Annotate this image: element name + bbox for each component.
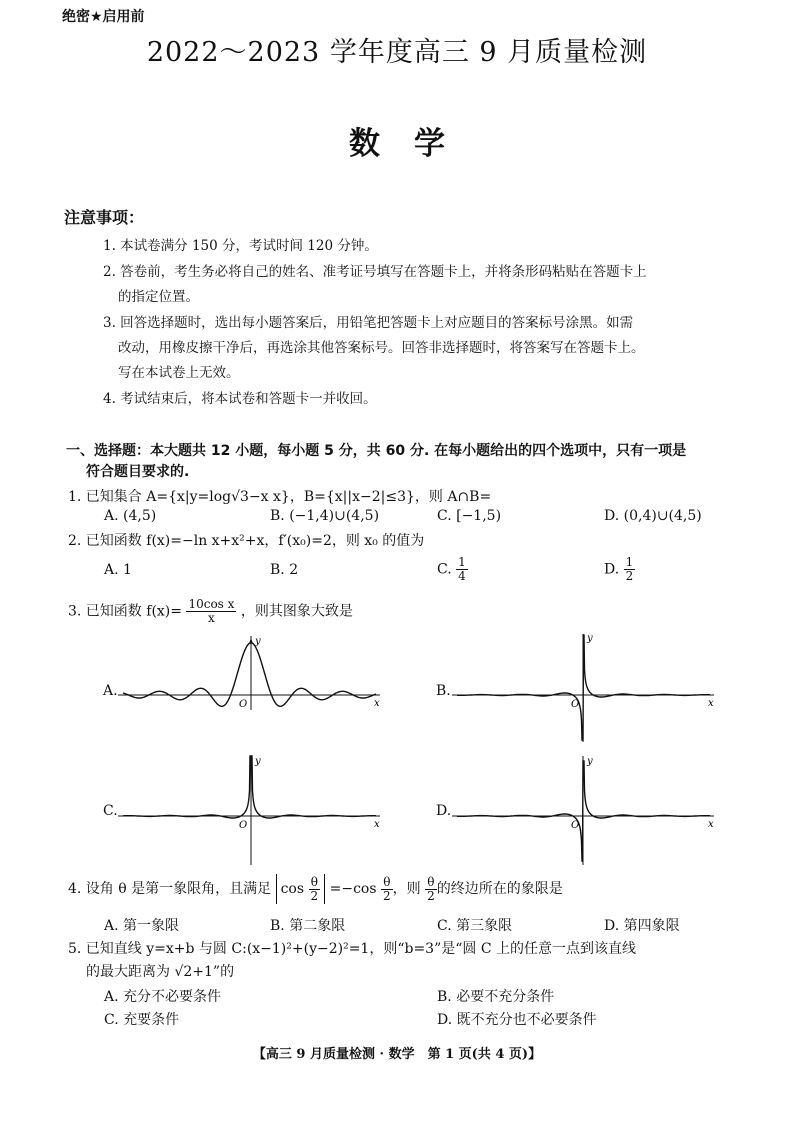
q2-c-num: 1 <box>458 555 466 569</box>
graph-a-y-label: y <box>255 636 261 647</box>
q4-num-3: θ <box>425 876 437 890</box>
q2-option-c <box>437 556 468 583</box>
q2-c-den: 4 <box>458 569 466 583</box>
q3-option-b: B. <box>436 683 451 699</box>
notice-item-2b: 的指定位置。 <box>118 289 199 305</box>
graph-b-y-label: y <box>587 633 593 644</box>
q4-fraction-3 <box>425 876 437 903</box>
q4-stem <box>68 874 563 904</box>
graph-b <box>452 632 722 744</box>
graph-b-curve <box>457 635 710 740</box>
graph-c-curve <box>123 756 376 818</box>
q2-option-d <box>604 556 635 583</box>
graph-d-y-label: y <box>587 756 593 767</box>
q2-option-c-label: C. <box>437 561 452 578</box>
q5-option-c: C. 充要条件 <box>104 1012 180 1028</box>
graph-c <box>118 752 388 867</box>
q5-stem-2: 的最大距离为 √2+1”的 <box>86 964 235 980</box>
exam-title: 2022～2023 学年度高三 9 月质量检测 <box>146 37 648 68</box>
q5-stem-1: 5. 已知直线 y=x+b 与圆 C:(x−1)²+(y−2)²=1，则“b=3”是“圆 C 上的任意一点到该直线 <box>68 941 637 957</box>
q1-option-b: B. (−1,4)∪(4,5) <box>270 508 380 524</box>
q4-den-3: 2 <box>427 888 435 903</box>
notice-item-4: 4. 考试结束后，将本试卷和答题卡一并收回。 <box>103 391 377 407</box>
notice-item-3a: 3. 回答选择题时，选出每小题答案后，用铅笔把答题卡上对应题目的答案标号涂黑。如需 <box>103 315 634 331</box>
q5-option-b: B. 必要不充分条件 <box>437 989 555 1005</box>
q4-option-d: D. 第四象限 <box>604 918 680 934</box>
notice-item-1: 1. 本试卷满分 150 分，考试时间 120 分钟。 <box>103 238 378 254</box>
q4-den-2: 2 <box>382 888 391 903</box>
q4-cos: cos <box>280 881 305 897</box>
q4-fraction-2 <box>381 876 393 903</box>
graph-d-origin: O <box>571 820 580 831</box>
q1-option-c: C. [−1,5) <box>437 508 502 524</box>
q1-option-d: D. (0,4)∪(4,5) <box>604 508 702 524</box>
q4-abs-num: θ <box>309 876 321 890</box>
notice-item-2a: 2. 答卷前，考生务必将自己的姓名、准考证号填写在答题卡上，并将条形码粘贴在答题卡上 <box>103 264 647 280</box>
notice-heading: 注意事项： <box>64 208 145 227</box>
q3-fraction <box>186 598 236 625</box>
q2-d-den: 2 <box>625 569 634 583</box>
q2-option-b: B. 2 <box>270 562 299 578</box>
q2-option-a: A. 1 <box>104 562 132 578</box>
graph-c-origin: O <box>239 820 248 831</box>
q3-option-c: C. <box>103 803 118 819</box>
q4-absolute-value <box>276 874 326 904</box>
graph-a-curve <box>123 640 376 706</box>
q2-stem: 2. 已知函数 f(x)=−ln x+x²+x，f′(x₀)=2，则 x₀ 的值为 <box>68 533 425 549</box>
q4-stem-mid: =−cos <box>329 881 377 897</box>
q4-stem-post: 的终边所在的象限是 <box>436 881 563 897</box>
q2-option-d-label: D. <box>604 561 620 578</box>
q4-stem-pre: 4. 设角 θ 是第一象限角，且满足 <box>68 881 272 897</box>
graph-a-origin: O <box>239 699 248 710</box>
q3-num: 10cos x <box>188 597 235 611</box>
confidential-label: 绝密★启用前 <box>62 9 145 25</box>
q4-abs-den: 2 <box>310 888 319 903</box>
q3-option-a: A. <box>103 683 118 699</box>
section-heading: 一、选择题：本大题共 12 小题，每小题 5 分，共 60 分. 在每小题给出的四个选项中，只有一项是 <box>66 443 687 459</box>
notice-item-3b: 改动，用橡皮擦干净后，再选涂其他答案标号。回答非选择题时，将答案写在答题卡上。 <box>118 340 645 356</box>
q3-stem <box>68 598 353 625</box>
q4-num-2: θ <box>381 876 393 890</box>
notice-item-3c: 写在本试卷上无效。 <box>118 365 240 381</box>
graph-b-origin: O <box>571 699 580 710</box>
q2-option-d-fraction <box>624 556 636 583</box>
q3-stem-pre: 3. 已知函数 f(x)= <box>68 603 182 620</box>
section-heading-2: 符合题目要求的. <box>86 464 190 480</box>
graph-d <box>452 752 722 867</box>
q4-option-a: A. 第一象限 <box>104 918 180 934</box>
q4-stem-mid2: ，则 <box>392 881 421 897</box>
q1-option-a: A. (4,5) <box>104 508 157 524</box>
q4-option-c: C. 第三象限 <box>437 918 513 934</box>
q1-stem: 1. 已知集合 A={x|y=log√3−x x}，B={x||x−2|≤3}，则 A∩B= <box>68 489 492 505</box>
page-footer: 【高三 9 月质量检测 · 数学 第 1 页(共 4 页)】 <box>252 1047 542 1062</box>
graph-b-x-label: x <box>708 698 714 709</box>
q5-option-a: A. 充分不必要条件 <box>104 989 222 1005</box>
q3-den: x <box>208 611 215 625</box>
q4-abs-fraction <box>309 876 321 903</box>
q4-option-b: B. 第二象限 <box>270 918 346 934</box>
graph-a <box>118 632 388 712</box>
q2-d-num: 1 <box>625 555 634 569</box>
graph-d-x-label: x <box>708 819 714 830</box>
subject-title: 数学 <box>349 126 479 162</box>
graph-c-y-label: y <box>255 756 261 767</box>
q2-option-c-fraction <box>456 556 468 583</box>
q5-option-d: D. 既不充分也不必要条件 <box>437 1012 597 1028</box>
graph-a-x-label: x <box>374 698 380 709</box>
graph-c-x-label: x <box>374 819 380 830</box>
q3-option-d: D. <box>436 803 452 819</box>
q3-stem-post: ，则其图象大致是 <box>240 603 353 620</box>
